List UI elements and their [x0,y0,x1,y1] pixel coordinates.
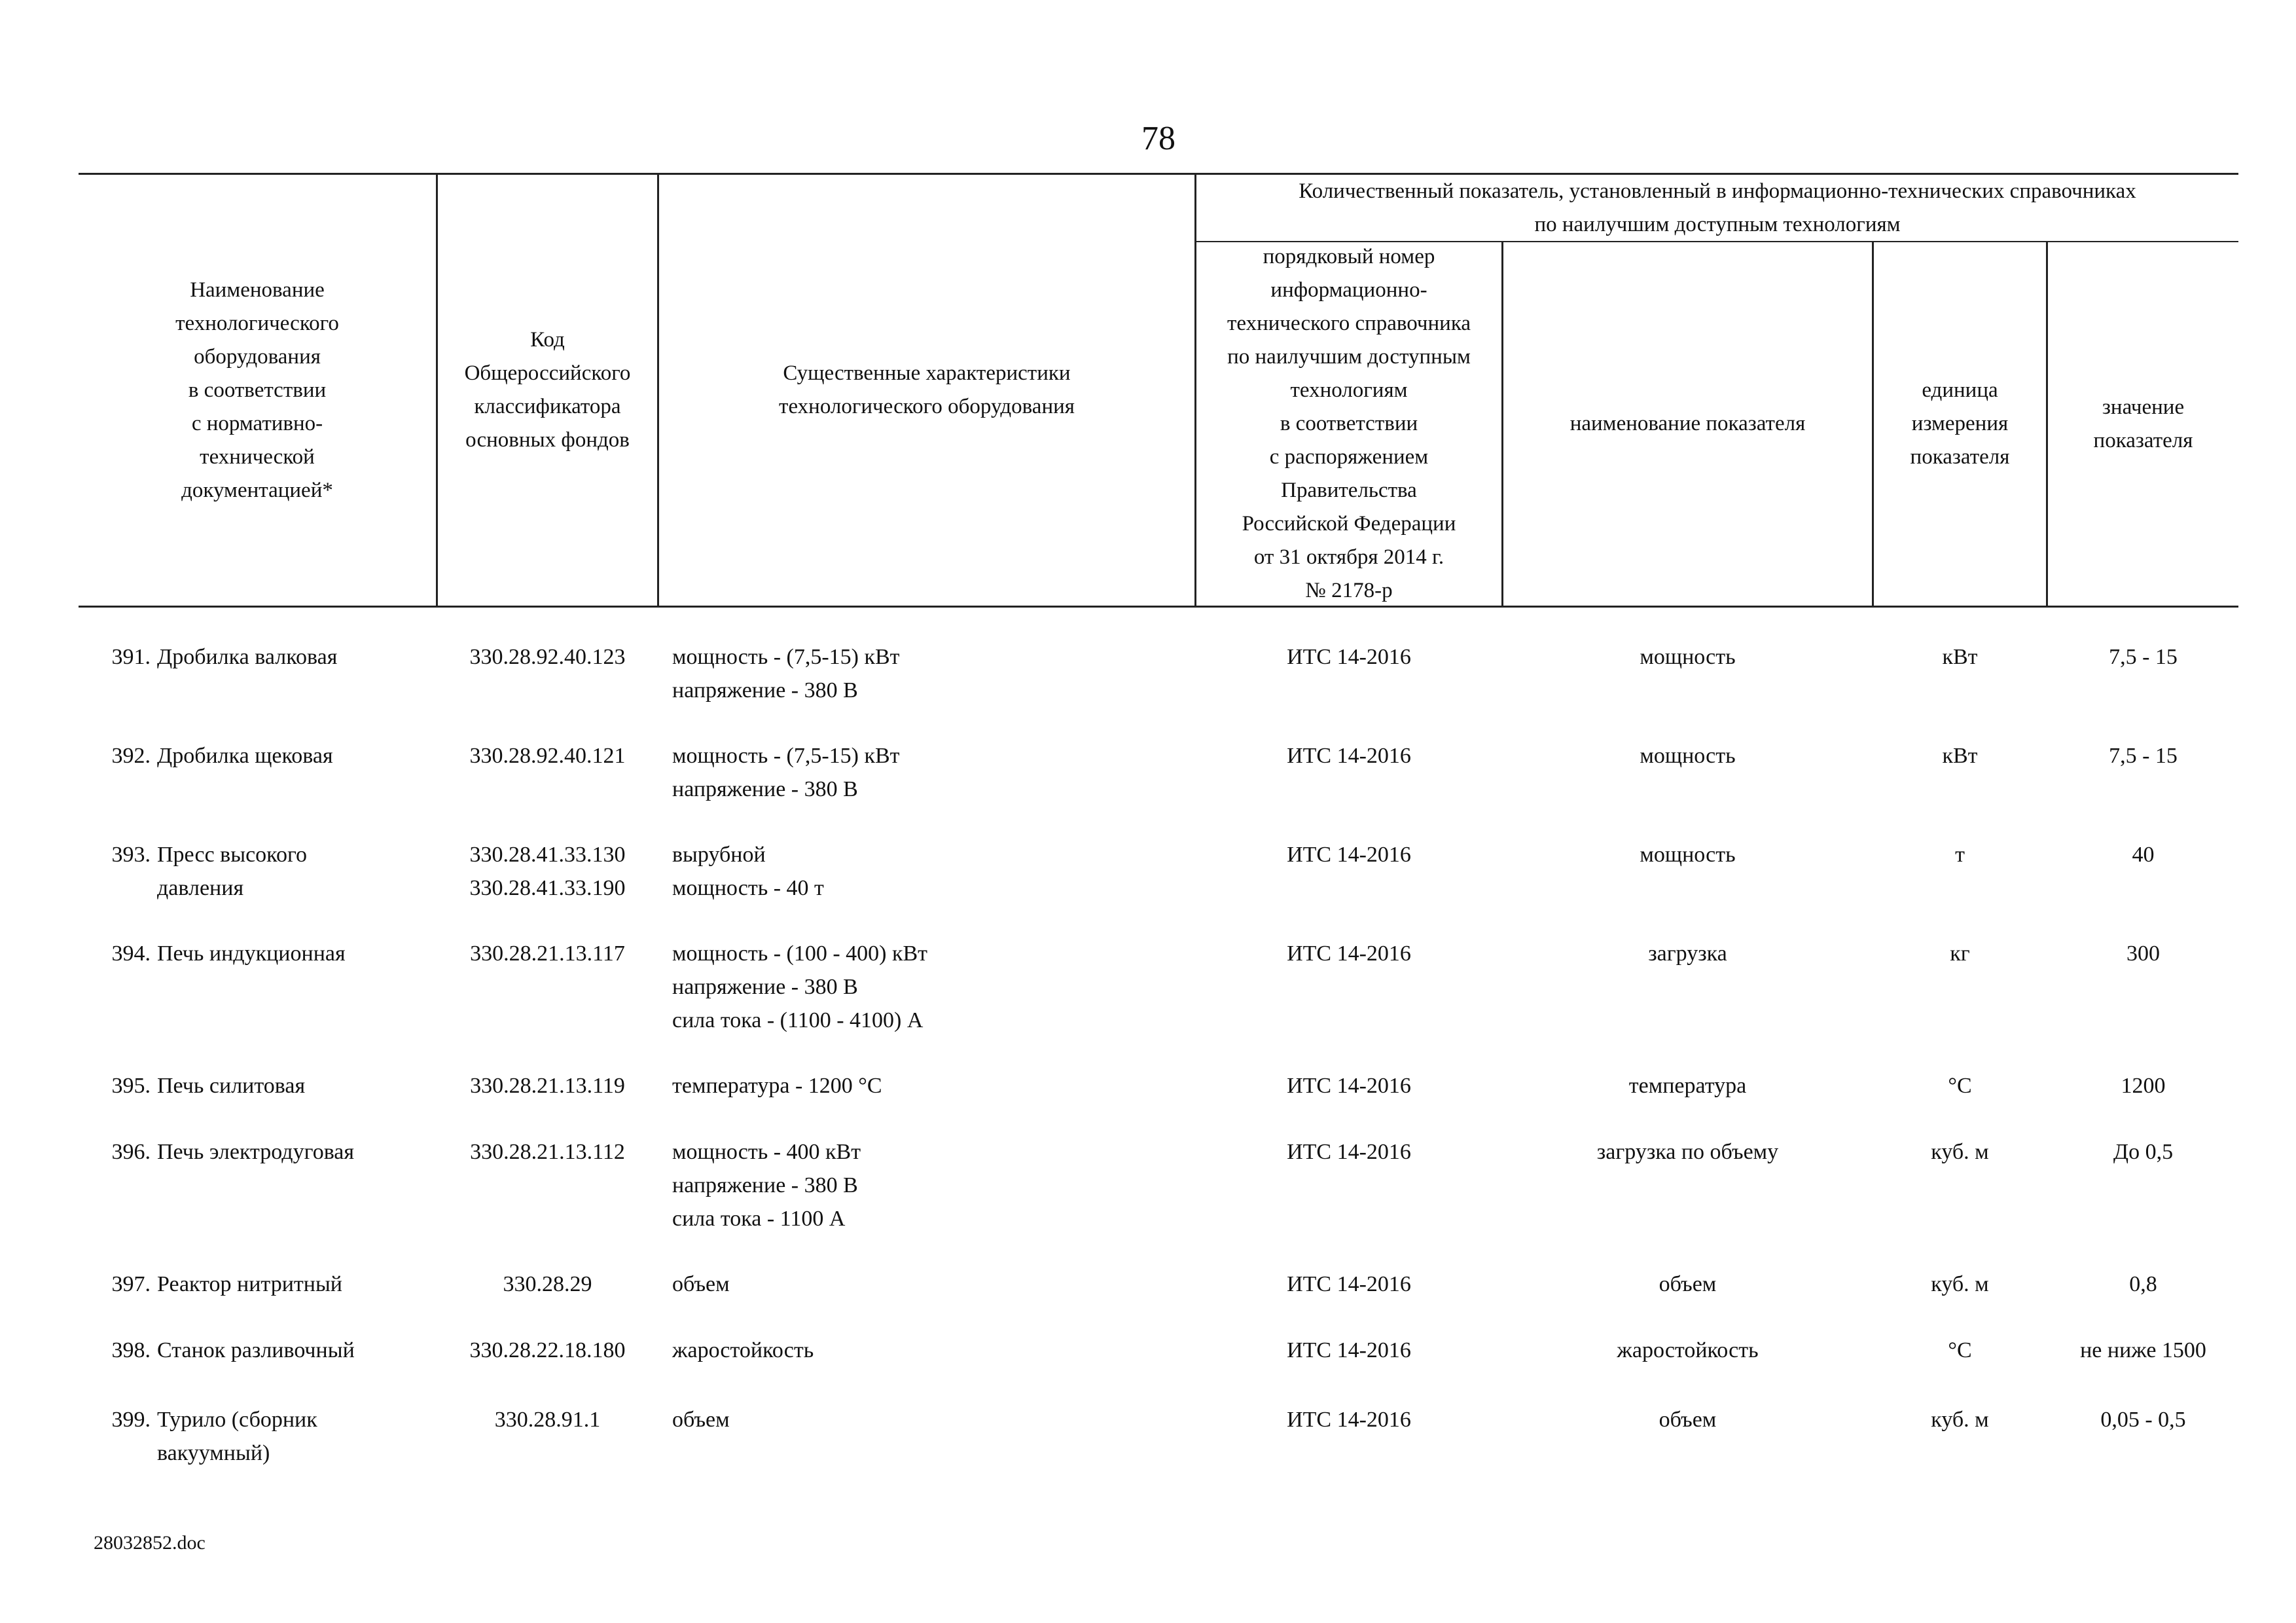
row-number: 399. [111,1408,151,1432]
its-number: ИТС 14-2016 [1287,1272,1411,1296]
its-number: ИТС 14-2016 [1287,843,1411,867]
row-number: 396. [111,1140,151,1164]
indicator-name: загрузка [1648,941,1727,966]
okof-code: 330.28.21.13.117 [470,941,625,966]
row-number: 392. [111,744,151,768]
header-characteristics: Существенные характеристики технологического оборудования [779,361,1075,418]
equipment-name: Печь электродуговая [157,1140,355,1164]
indicator-name: загрузка по объему [1596,1140,1779,1164]
value: 7,5 - 15 [2109,645,2178,669]
indicator-name: мощность [1640,843,1736,867]
its-number: ИТС 14-2016 [1287,744,1411,768]
characteristics: жаростойкость [672,1338,814,1362]
row-number: 395. [111,1074,151,1098]
characteristics: мощность - (7,5-15) кВт напряжение - 380 В [672,744,900,801]
value: 300 [2126,941,2160,966]
unit: кВт [1942,645,1978,669]
header-its-number: порядковый номер информационно- технического справочника по наилучшим доступным технологиям в соответствии с распоряжением Правительства Российской Федерации от 31 октября 2014 г. № 2178-р [1227,245,1471,602]
indicator-name: температура [1628,1074,1747,1098]
characteristics: объем [672,1408,730,1432]
okof-code: 330.28.92.40.123 [469,645,626,669]
row-number: 398. [111,1338,151,1362]
unit: т [1955,843,1965,867]
okof-code: 330.28.21.13.112 [470,1140,625,1164]
indicator-name: объем [1659,1272,1717,1296]
document-filename: 28032852.doc [94,1532,206,1554]
okof-code: 330.28.91.1 [494,1408,601,1432]
equipment-name: Дробилка щековая [157,744,333,768]
value: 0,8 [2129,1272,2157,1296]
row-number: 393. [111,843,151,867]
page-number: 78 [1141,120,1175,157]
okof-code: 330.28.41.33.130 330.28.41.33.190 [469,843,626,900]
characteristics: вырубной мощность - 40 т [672,843,824,900]
row-number: 394. [111,941,151,966]
header-okof-code: Код Общероссийского классификатора основных фондов [464,328,631,452]
indicator-name: мощность [1640,744,1736,768]
header-value: значение показателя [2093,395,2193,452]
value: 1200 [2121,1074,2166,1098]
equipment-name: Турило (сборник вакуумный) [157,1408,317,1465]
characteristics: мощность - (100 - 400) кВт напряжение - 380 В сила тока - (1100 - 4100) А [672,941,928,1032]
its-number: ИТС 14-2016 [1287,1074,1411,1098]
characteristics: температура - 1200 °С [672,1074,882,1098]
equipment-name: Печь индукционная [157,941,346,966]
value: До 0,5 [2113,1140,2174,1164]
unit: куб. м [1931,1408,1989,1432]
header-indicator-name: наименование показателя [1570,412,1806,435]
unit: °С [1948,1074,1972,1098]
characteristics: мощность - 400 кВт напряжение - 380 В сила тока - 1100 А [672,1140,861,1231]
row-number: 397. [111,1272,151,1296]
value: 0,05 - 0,5 [2100,1408,2186,1432]
okof-code: 330.28.29 [503,1272,592,1296]
unit: куб. м [1931,1272,1989,1296]
equipment-name: Дробилка валковая [157,645,338,669]
its-number: ИТС 14-2016 [1287,1408,1411,1432]
unit: куб. м [1931,1140,1989,1164]
its-number: ИТС 14-2016 [1287,1140,1411,1164]
indicator-name: объем [1659,1408,1717,1432]
equipment-name: Пресс высокого давления [157,843,308,900]
unit: кВт [1942,744,1978,768]
unit: °С [1948,1338,1972,1362]
its-number: ИТС 14-2016 [1287,645,1411,669]
row-number: 391. [111,645,151,669]
value: не ниже 1500 [2080,1338,2206,1362]
equipment-name: Станок разливочный [157,1338,355,1362]
okof-code: 330.28.21.13.119 [470,1074,625,1098]
characteristics: мощность - (7,5-15) кВт напряжение - 380 В [672,645,900,702]
equipment-name: Печь силитовая [157,1074,306,1098]
value: 40 [2132,843,2155,867]
header-quantitative-indicator: Количественный показатель, установленный в информационно-технических справочниках по наилучшим доступным технологиям [1299,179,2136,236]
its-number: ИТС 14-2016 [1287,941,1411,966]
value: 7,5 - 15 [2109,744,2178,768]
header-equipment-name: Наименование технологического оборудования в соответствии с нормативно- технической документацией* [175,278,339,502]
header-unit: единица измерения показателя [1910,378,2010,469]
characteristics: объем [672,1272,730,1296]
indicator-name: жаростойкость [1617,1338,1759,1362]
equipment-name: Реактор нитритный [157,1272,342,1296]
its-number: ИТС 14-2016 [1287,1338,1411,1362]
indicator-name: мощность [1640,645,1736,669]
header-bottom-border [79,606,2238,608]
okof-code: 330.28.92.40.121 [469,744,626,768]
unit: кг [1950,941,1970,966]
okof-code: 330.28.22.18.180 [469,1338,626,1362]
